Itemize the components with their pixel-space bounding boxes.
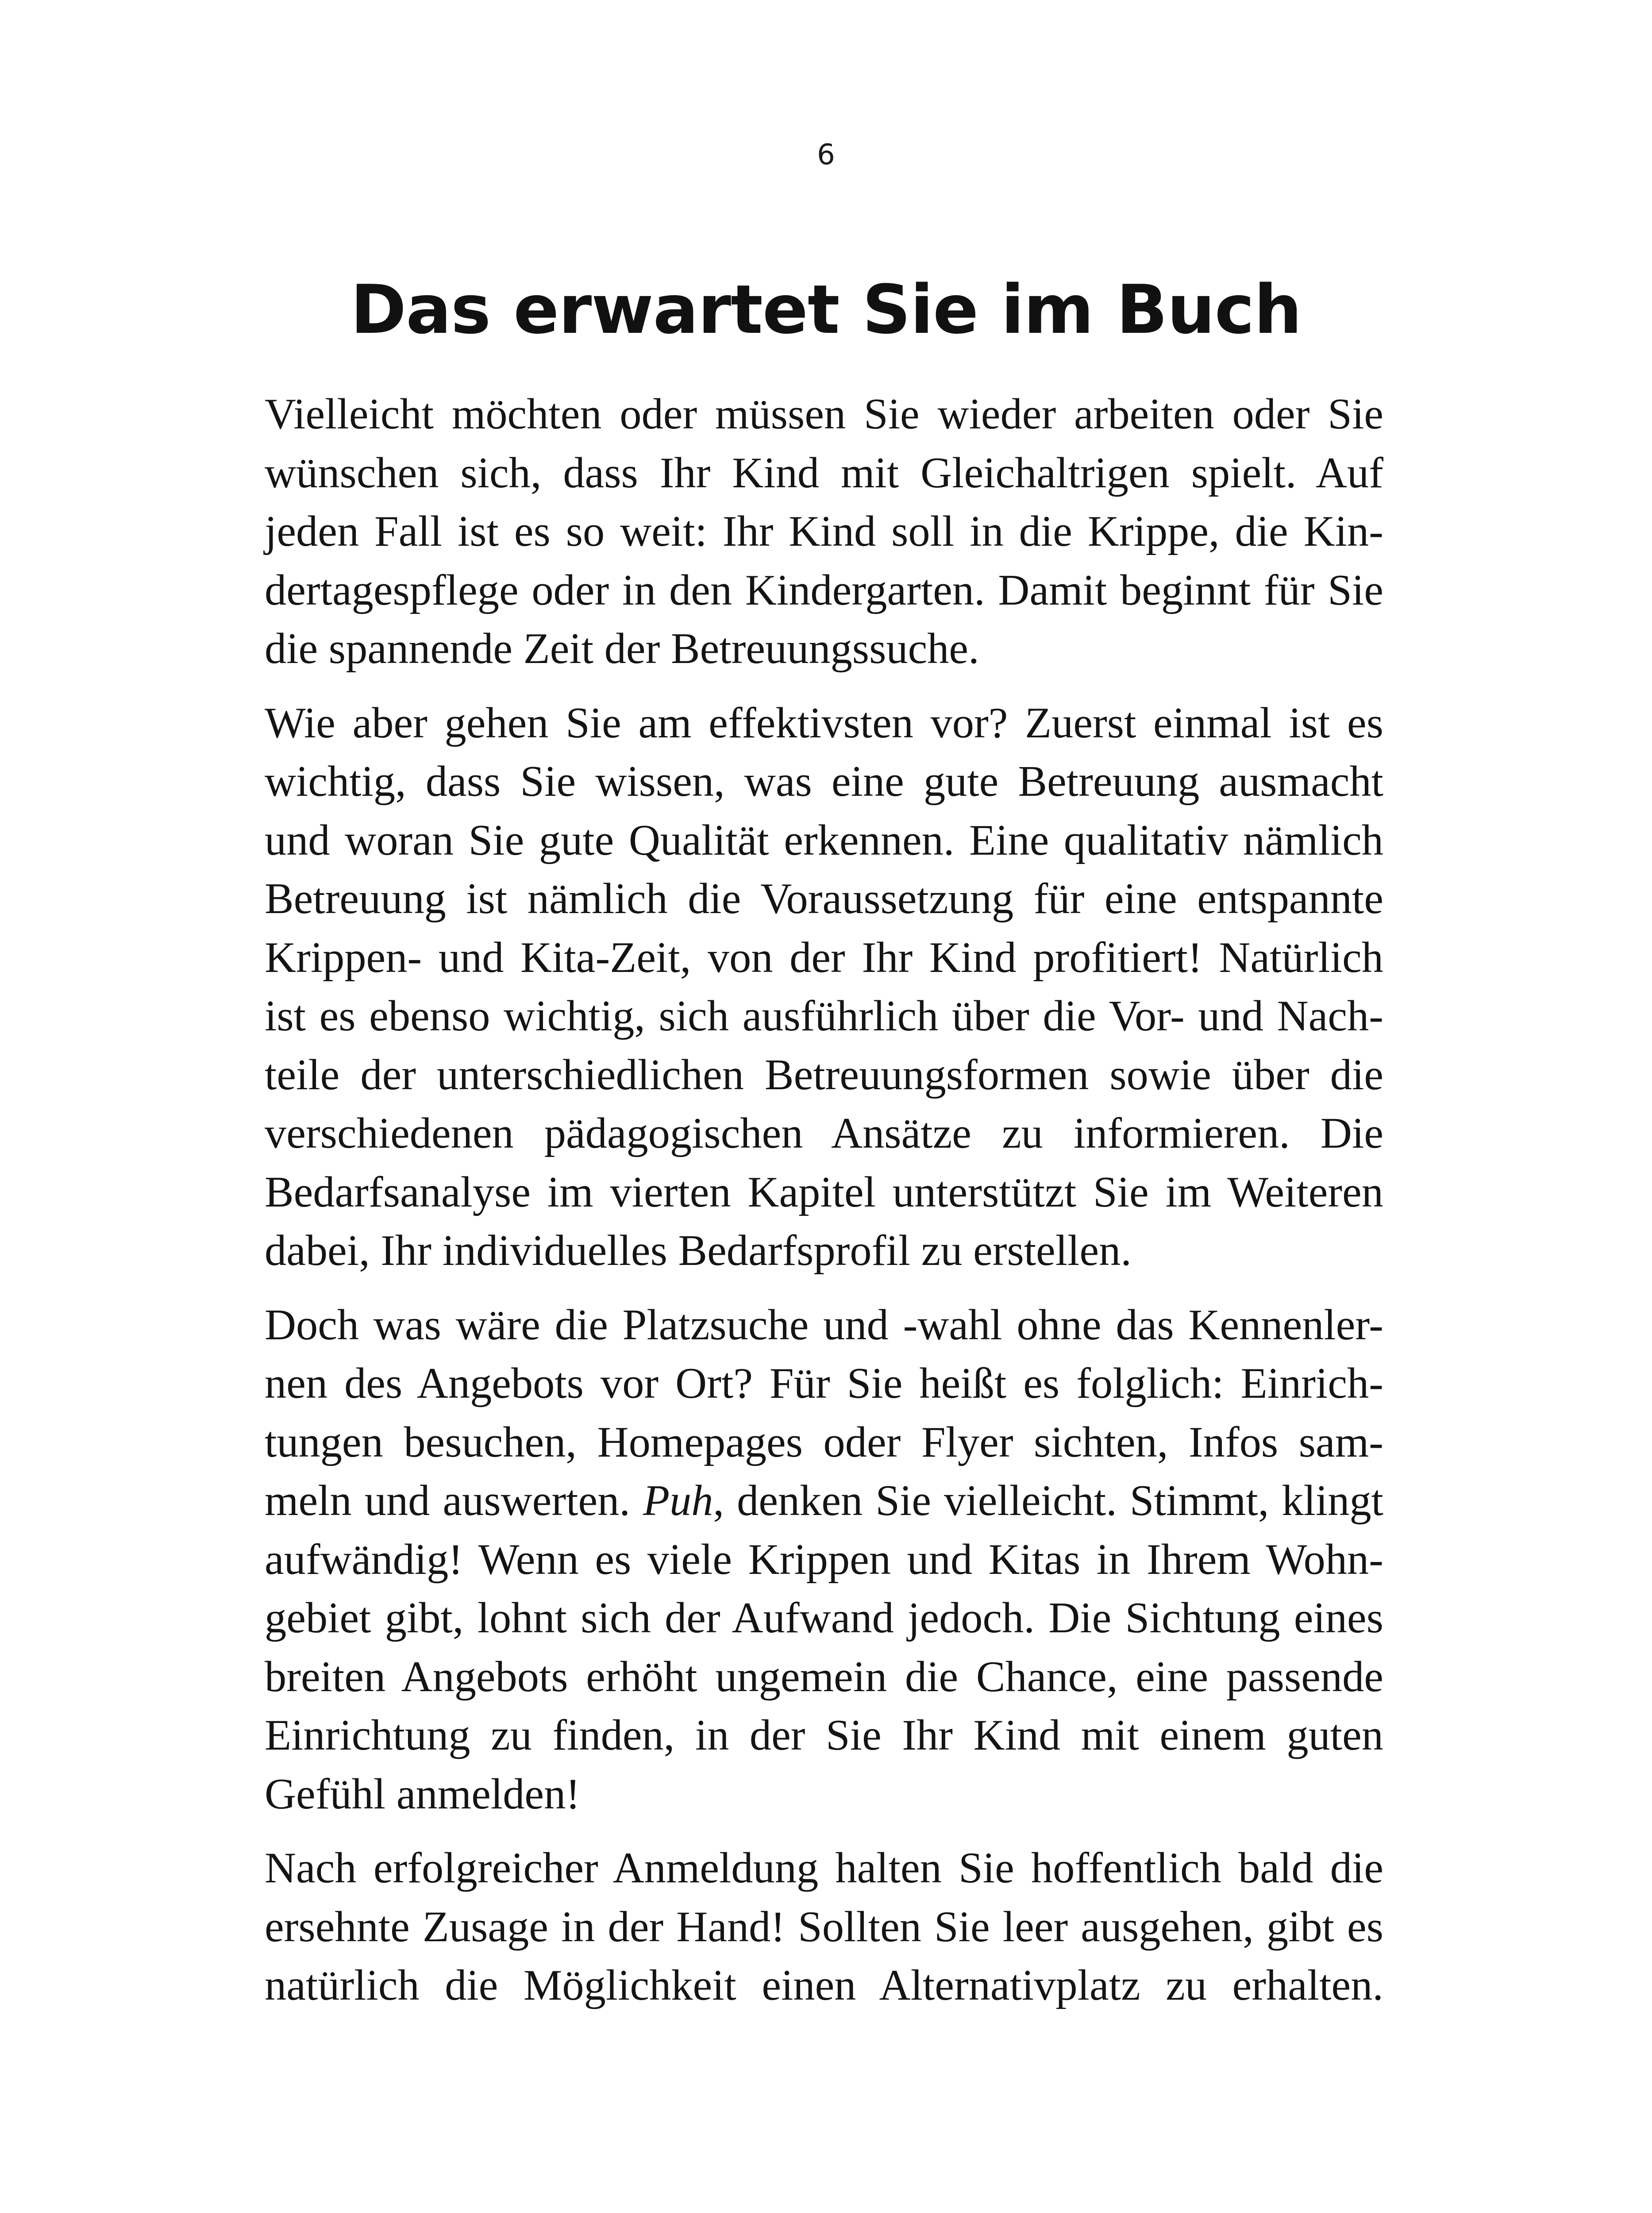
text-line: ersehnte Zusage in der Hand! Sollten Sie leer ausgehen, gibt es bbox=[265, 1902, 1383, 1951]
paragraph-3 bbox=[265, 1296, 1383, 1824]
text-line: dabei, Ihr individuelles Bedarfsprofil zu erstellen. bbox=[265, 1226, 1132, 1275]
text-line: und woran Sie gute Qualität erkennen. Eine qualitativ nämlich bbox=[265, 816, 1383, 864]
page-number: 6 bbox=[817, 139, 835, 171]
text-segment: , denken Sie vielleicht. Stimmt, klingt bbox=[713, 1477, 1383, 1525]
text-line: teile der unterschiedlichen Betreuungsformen sowie über die bbox=[265, 1050, 1383, 1099]
text-line: breiten Angebots erhöht ungemein die Chance, eine passende bbox=[265, 1652, 1383, 1701]
text-line: tungen besuchen, Homepages oder Flyer sichten, Infos sam- bbox=[265, 1418, 1383, 1466]
text-line: Bedarfsanalyse im vierten Kapitel unterstützt Sie im Weiteren bbox=[265, 1168, 1383, 1216]
emphasis-text: Puh bbox=[643, 1477, 713, 1525]
text-line: gebiet gibt, lohnt sich der Aufwand jedoch. Die Sichtung eines bbox=[265, 1594, 1383, 1642]
text-line: Einrichtung zu finden, in der Sie Ihr Kind mit einem guten bbox=[265, 1711, 1383, 1759]
body-text bbox=[265, 385, 1383, 2031]
text-line: aufwändig! Wenn es viele Krippen und Kitas in Ihrem Wohn- bbox=[265, 1535, 1383, 1584]
text-line: natürlich die Möglichkeit einen Alternativplatz zu erhalten. bbox=[265, 1961, 1383, 2009]
text-line: Krippen- und Kita-Zeit, von der Ihr Kind profitiert! Natürlich bbox=[265, 933, 1383, 982]
text-line: die spannende Zeit der Betreuungssuche. bbox=[265, 625, 979, 673]
text-line-with-emphasis bbox=[265, 1472, 1383, 1531]
text-line: Gefühl anmelden! bbox=[265, 1770, 581, 1818]
text-line: jeden Fall ist es so weit: Ihr Kind soll in die Krippe, die Kin- bbox=[265, 507, 1383, 555]
text-line: Betreuung ist nämlich die Voraussetzung für eine entspannte bbox=[265, 875, 1383, 923]
text-line: Vielleicht möchten oder müssen Sie wieder arbeiten oder Sie bbox=[265, 390, 1383, 438]
text-line: wichtig, dass Sie wissen, was eine gute Betreuung ausmacht bbox=[265, 757, 1383, 806]
text-segment: meln und auswerten. bbox=[265, 1477, 630, 1525]
text-line: dertagespflege oder in den Kindergarten. Damit beginnt für Sie bbox=[265, 566, 1383, 614]
chapter-title: Das erwartet Sie im Buch bbox=[350, 270, 1302, 349]
text-line: nen des Angebots vor Ort? Für Sie heißt es folglich: Einrich- bbox=[265, 1359, 1383, 1407]
paragraph-1 bbox=[265, 385, 1383, 679]
text-line: verschiedenen pädagogischen Ansätze zu informieren. Die bbox=[265, 1109, 1383, 1157]
text-line: Wie aber gehen Sie am effektivsten vor? Zuerst einmal ist es bbox=[265, 698, 1383, 747]
paragraph-4 bbox=[265, 1839, 1383, 2015]
text-line: Doch was wäre die Platzsuche und -wahl ohne das Kennenler- bbox=[265, 1300, 1383, 1349]
paragraph-2 bbox=[265, 694, 1383, 1280]
text-line: wünschen sich, dass Ihr Kind mit Gleichaltrigen spielt. Auf bbox=[265, 448, 1383, 497]
text-line: Nach erfolgreicher Anmeldung halten Sie hoffentlich bald die bbox=[265, 1844, 1383, 1892]
text-line: ist es ebenso wichtig, sich ausführlich über die Vor- und Nach- bbox=[265, 992, 1383, 1040]
